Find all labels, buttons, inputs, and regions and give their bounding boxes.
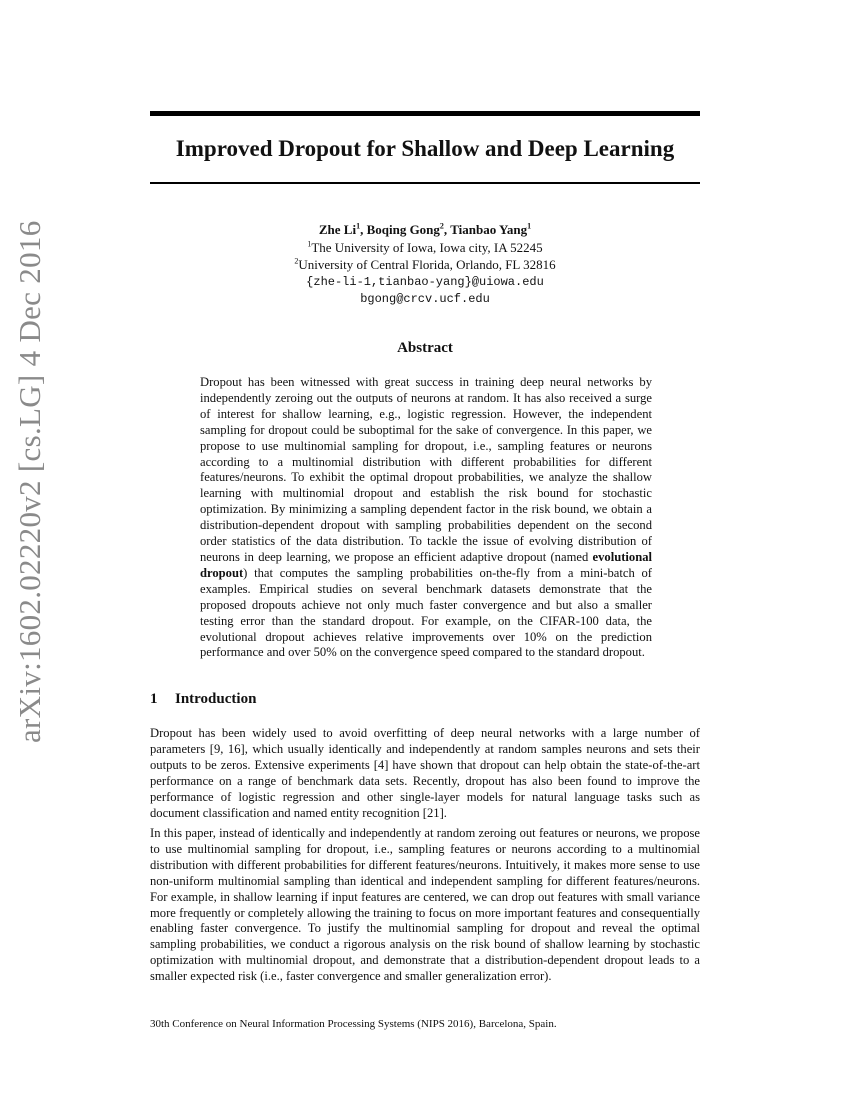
body-paragraph: In this paper, instead of identically and independently at random zeroing out features or neurons, we propose to use multinomial sampling for dropout, i.e., sampling features or neurons according to a multinomial distribution with different probabilities for different features/neurons. Intuitively, it makes more sense to use non-uniform multinomial sampling than identical and independent sampling for different features/neurons. For example, in shallow learning if input features are centered, we can drop out features with small variance more frequently or completely allowing the training to focus on more important features and consequentially enabling faster convergence. To justify the multinomial sampling for dropout and reveal the optimal sampling probabilities, we conduct a rigorous analysis on the risk bound of shallow learning by stochastic optimization with multinomial dropout, and demonstrate that a distribution-dependent dropout leads to a smaller expected risk (i.e., faster convergence and smaller generalization error). [150, 826, 700, 984]
emphasized-term: evolutional dropout [200, 549, 652, 580]
paper-title: Improved Dropout for Shallow and Deep Learning [175, 136, 675, 161]
affiliation-mark: 1 [307, 239, 312, 249]
body-paragraph: Dropout has been widely used to avoid overfitting of deep neural networks with a large number of parameters [9, 16], which usually identically and independently at random samples neurons and sets their outputs to be zeros. Extensive experiments [4] have shown that dropout can help obtain the state-of-the-art performance on a range of benchmark data sets. Recently, dropout has also been found to improve the performance of logistic regression and other single-layer models for natural language tasks such as document classification and named entity recognition [21]. [150, 726, 700, 820]
author-name: Boqing Gong [366, 222, 440, 237]
author-name: Tianbao Yang [450, 222, 528, 237]
affiliation-mark: 2 [294, 256, 299, 266]
author-affiliation-mark: 1 [527, 221, 532, 231]
abstract-heading: Abstract [397, 340, 453, 356]
section-heading [150, 691, 256, 708]
title-rule-top [150, 111, 700, 116]
conference-footnote: 30th Conference on Neural Information Processing Systems (NIPS 2016), Barcelona, Spain. [150, 1018, 557, 1030]
affiliation: $^1$The University of Iowa, Iowa city, IA 52245 [307, 239, 543, 255]
author-email: {zhe-li-1,tianbao-yang}@uiowa.edu [306, 274, 544, 289]
author-name: Zhe Li [318, 222, 357, 237]
author-affiliation-mark: 2 [439, 221, 444, 231]
affiliation: $^2$University of Central Florida, Orlando, FL 32816 [294, 256, 556, 272]
author-email: bgong@crcv.ucf.edu [360, 292, 490, 306]
section-number: 1 [150, 691, 158, 707]
author-affiliation-mark: 1 [356, 221, 361, 231]
section-title: Introduction [175, 691, 257, 707]
arxiv-identifier: arXiv:1602.02220v2 [cs.LG] 4 Dec 2016 [12, 220, 47, 743]
title-rule-bottom [150, 182, 700, 184]
abstract-text: Dropout has been witnessed with great success in training deep neural networks by independently zeroing out the outputs of neurons at random. It has also received a surge of interest for shallow learning, e.g., logistic regression. However, the independent sampling for dropout could be suboptimal for the sake of convergence. In this paper, we propose to use multinomial sampling for dropout, i.e., sampling features or neurons according to a multinomial distribution with different probabilities for different features/neurons. To exhibit the optimal dropout probabilities, we analyze the shallow learning with multinomial dropout and establish the risk bound for stochastic optimization. By minimizing a sampling dependent factor in the risk bound, we obtain a distribution-dependent dropout with sampling probabilities dependent on the second order statistics of the data distribution. To tackle the issue of evolving distribution of neurons in deep learning, we propose an efficient adaptive dropout (named evolutional dropout) that computes the sampling probabilities on-the-fly from a mini-batch of examples. Empirical studies on several benchmark datasets demonstrate that the proposed dropouts achieve not only much faster convergence and but also a smaller testing error than the standard dropout. For example, on the CIFAR-100 data, the evolutional dropout achieves relative improvements over 10% on the prediction performance and over 50% on the convergence speed compared to the standard dropout. [200, 375, 652, 660]
author-list: Zhe Li$^1$, Boqing Gong$^2$, Tianbao Yang$^1$ [318, 221, 532, 237]
author-block [150, 221, 700, 309]
